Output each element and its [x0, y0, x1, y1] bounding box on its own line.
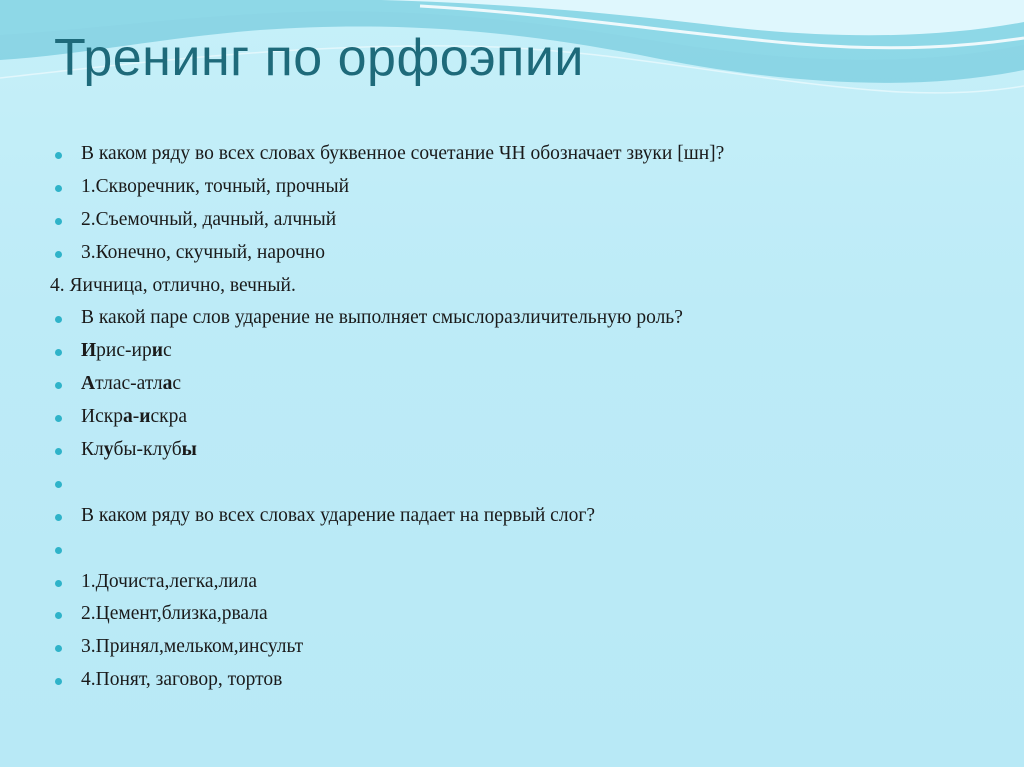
bullet-dot-icon — [55, 678, 62, 685]
word-fragment: рис-ир — [96, 340, 152, 362]
line-text: В какой паре слов ударение не выполняет смыслоразличительную роль? — [81, 307, 683, 329]
stressed-letter: И — [81, 340, 97, 362]
slide-line — [50, 204, 1000, 237]
stressed-letter: и — [139, 406, 151, 428]
slide-line — [50, 368, 1000, 401]
line-text: 1.Скворечник, точный, прочный — [81, 175, 350, 197]
word-fragment: скра — [150, 406, 188, 428]
word-fragment: Искр — [81, 406, 123, 428]
line-text: 3.Принял,мельком,инсульт — [81, 636, 304, 658]
stressed-letter: а — [162, 373, 173, 395]
bullet-dot-icon — [55, 481, 62, 488]
slide-line — [50, 631, 1000, 664]
slide-line — [50, 434, 1000, 467]
word-fragment: с — [172, 373, 181, 395]
line-text: 1.Дочиста,легка,лила — [81, 570, 258, 592]
word-fragment: бы-клуб — [113, 439, 182, 461]
bullet-dot-icon — [55, 218, 62, 225]
slide-line — [50, 270, 1000, 303]
slide-line — [50, 171, 1000, 204]
bullet-dot-icon — [55, 612, 62, 619]
bullet-dot-icon — [55, 514, 62, 521]
stressed-letter: А — [81, 373, 96, 395]
slide-line — [50, 467, 1000, 500]
bullet-dot-icon — [55, 251, 62, 258]
slide-title: Тренинг по орфоэпии — [54, 29, 584, 87]
slide-line — [50, 335, 1000, 368]
slide-line — [50, 598, 1000, 631]
bullet-dot-icon — [55, 547, 62, 554]
stressed-letter: и — [151, 340, 163, 362]
bullet-dot-icon — [55, 415, 62, 422]
bullet-dot-icon — [55, 580, 62, 587]
line-text: 4. Яичница, отлично, вечный. — [50, 274, 296, 296]
line-text: 2.Съемочный, дачный, алчный — [81, 208, 337, 230]
word-fragment: - — [132, 406, 140, 428]
line-text: 3.Конечно, скучный, нарочно — [81, 241, 325, 263]
stressed-letter: ы — [181, 439, 197, 461]
slide-line — [50, 533, 1000, 566]
slide-line — [50, 566, 1000, 599]
bullet-dot-icon — [55, 448, 62, 455]
slide-line — [50, 138, 1000, 171]
word-fragment: тлас-атл — [95, 373, 163, 395]
slide-line — [50, 500, 1000, 533]
slide-line — [50, 237, 1000, 270]
bullet-dot-icon — [55, 349, 62, 356]
bullet-dot-icon — [55, 645, 62, 652]
slide-content-list — [50, 138, 1000, 697]
stressed-letter: а — [122, 406, 133, 428]
stressed-letter: у — [103, 439, 114, 461]
bullet-dot-icon — [55, 152, 62, 159]
bullet-dot-icon — [55, 316, 62, 323]
line-text: В каком ряду во всех словах ударение падает на первый слог? — [81, 504, 595, 526]
line-text: 2.Цемент,близка,рвала — [81, 603, 268, 625]
bullet-dot-icon — [55, 382, 62, 389]
slide-line — [50, 401, 1000, 434]
word-fragment: Кл — [81, 439, 104, 461]
slide-line — [50, 302, 1000, 335]
word-fragment: с — [162, 340, 172, 362]
line-text: В каком ряду во всех словах буквенное сочетание ЧН обозначает звуки [шн]? — [81, 143, 725, 164]
line-text: 4.Понят, заговор, тортов — [81, 669, 283, 691]
slide-line — [50, 664, 1000, 697]
bullet-dot-icon — [55, 185, 62, 192]
